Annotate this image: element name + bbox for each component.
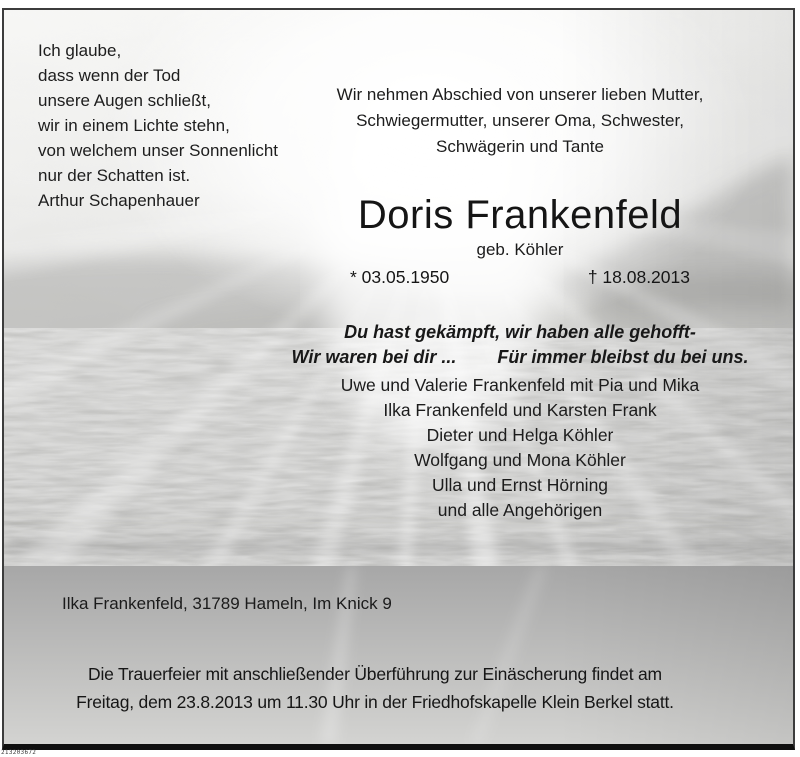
poem-line: nur der Schatten ist. — [38, 166, 191, 185]
mourner-line: Ilka Frankenfeld und Karsten Frank — [383, 400, 657, 420]
mourner-line: Uwe und Valerie Frankenfeld mit Pia und Mika — [340, 375, 700, 395]
contact-address: Ilka Frankenfeld, 31789 Hameln, Im Knick 9 — [62, 594, 392, 613]
obituary-ad — [2, 8, 795, 750]
mourner-line: Ulla und Ernst Hörning — [431, 475, 609, 495]
epitaph-line — [250, 345, 790, 370]
announcement-column — [250, 82, 790, 523]
print-order-number: 213203672 — [1, 749, 37, 756]
poem-line: dass wenn der Tod — [38, 66, 181, 85]
poem-line: von welchem unser Sonnenlicht — [38, 141, 279, 160]
funeral-line: Freitag, dem 23.8.2013 um 11.30 Uhr in der Friedhofskapelle Klein Berkel statt. — [76, 692, 674, 712]
death-date: † 18.08.2013 — [587, 267, 690, 287]
intro-line: Schwägerin und Tante — [436, 137, 604, 156]
poem-line: unsere Augen schließt, — [38, 91, 211, 110]
mourner-line: Wolfgang und Mona Köhler — [414, 450, 626, 470]
maiden-name: geb. Köhler — [476, 240, 564, 259]
poem-author: Arthur Schapenhauer — [38, 191, 200, 210]
farewell-intro — [250, 82, 790, 160]
birth-date: * 03.05.1950 — [350, 267, 450, 287]
poem-line: Ich glaube, — [38, 41, 122, 60]
epitaph — [250, 320, 790, 370]
poem-line: wir in einem Lichte stehn, — [38, 116, 230, 135]
mourners-list — [250, 373, 790, 523]
life-dates — [350, 267, 690, 288]
epitaph-line: Du hast gekämpft, wir haben alle gehofft- — [344, 322, 696, 342]
intro-line: Schwiegermutter, unserer Oma, Schwester, — [356, 111, 684, 130]
epitaph-left: Wir waren bei dir ... — [291, 347, 457, 367]
intro-line: Wir nehmen Abschied von unserer lieben Mutter, — [336, 85, 704, 104]
epitaph-right: Für immer bleibst du bei uns. — [497, 347, 749, 367]
funeral-info — [30, 660, 720, 716]
deceased-name: Doris Frankenfeld — [357, 193, 683, 237]
funeral-line: Die Trauerfeier mit anschließender Überführung zur Einäscherung findet am — [88, 664, 662, 684]
mourner-line: und alle Angehörigen — [437, 500, 603, 520]
mourner-line: Dieter und Helga Köhler — [426, 425, 614, 445]
